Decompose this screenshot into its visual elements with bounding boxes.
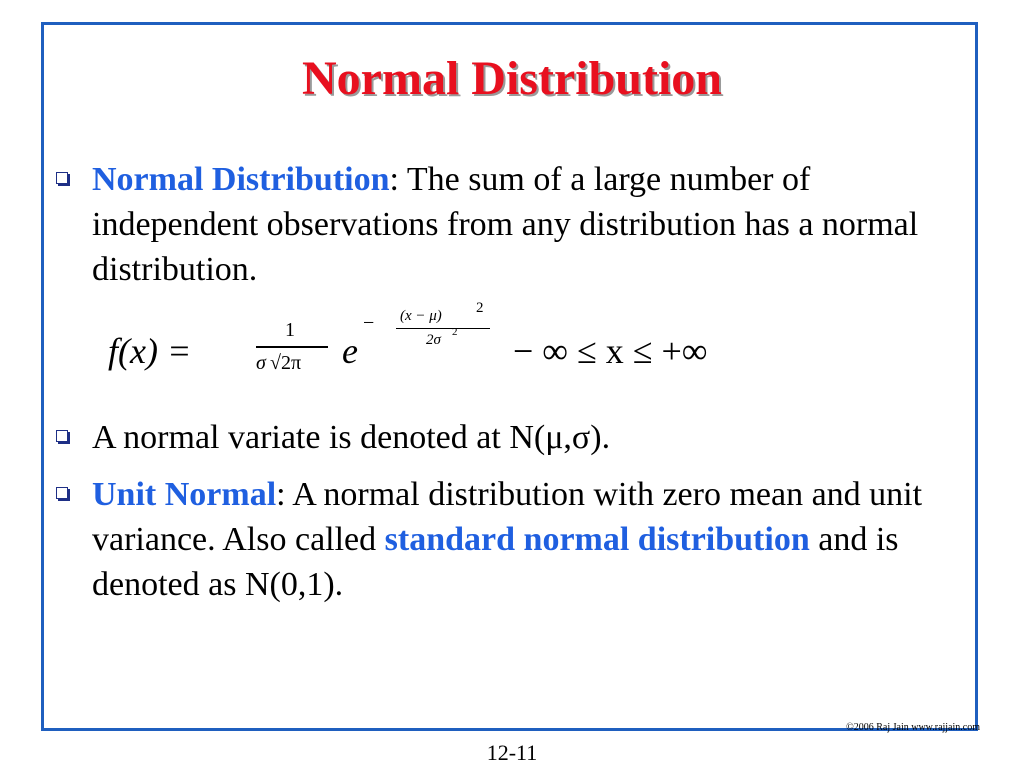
unit-normal-text-1: : A normal distribution with zero mean and unit variance. Also called xyxy=(92,476,923,558)
formula-sigma: σ xyxy=(256,352,266,374)
unit-normal-text-2: and is denoted as N(0,1). xyxy=(92,521,899,603)
formula-exp-numerator: (x − μ) xyxy=(400,308,442,324)
term-unit-normal: Unit Normal xyxy=(92,476,277,513)
formula-exp-numerator-power: 2 xyxy=(476,300,484,316)
formula-exp-fraction-bar xyxy=(396,328,490,329)
formula-range: − ∞ ≤ x ≤ +∞ xyxy=(513,331,708,371)
formula-fraction-bar xyxy=(256,346,328,348)
page-number: 12-11 xyxy=(486,740,538,765)
copyright-footer: ©2006 Raj Jain www.rajjain.com xyxy=(846,722,980,733)
term-standard-normal-distribution: standard normal distribution xyxy=(384,521,810,558)
formula-exp-denominator-power: 2 xyxy=(452,326,458,338)
formula-numerator: 1 xyxy=(285,319,295,341)
slide-title: Normal Distribution xyxy=(302,52,722,105)
term-normal-distribution: Normal Distribution xyxy=(92,161,390,198)
formula-exp-minus: − xyxy=(363,312,375,334)
formula-lhs: f(x) = xyxy=(108,331,192,371)
bullet-normal-distribution xyxy=(92,157,962,292)
bullet-icon xyxy=(56,172,68,184)
formula-root-2pi: √2π xyxy=(270,352,302,374)
bullet-unit-normal xyxy=(92,472,962,607)
bullet-icon xyxy=(56,487,68,499)
formula-base-e: e xyxy=(342,331,358,371)
bullet-normal-variate: A normal variate is denoted at N(μ,σ). xyxy=(92,419,611,456)
slide-frame xyxy=(41,22,978,731)
formula-exp-denominator: 2σ xyxy=(426,332,441,348)
definition-text: : The sum of a large number of independent observations from any distribution has a normal distribution. xyxy=(92,161,919,288)
bullet-icon xyxy=(56,430,68,442)
